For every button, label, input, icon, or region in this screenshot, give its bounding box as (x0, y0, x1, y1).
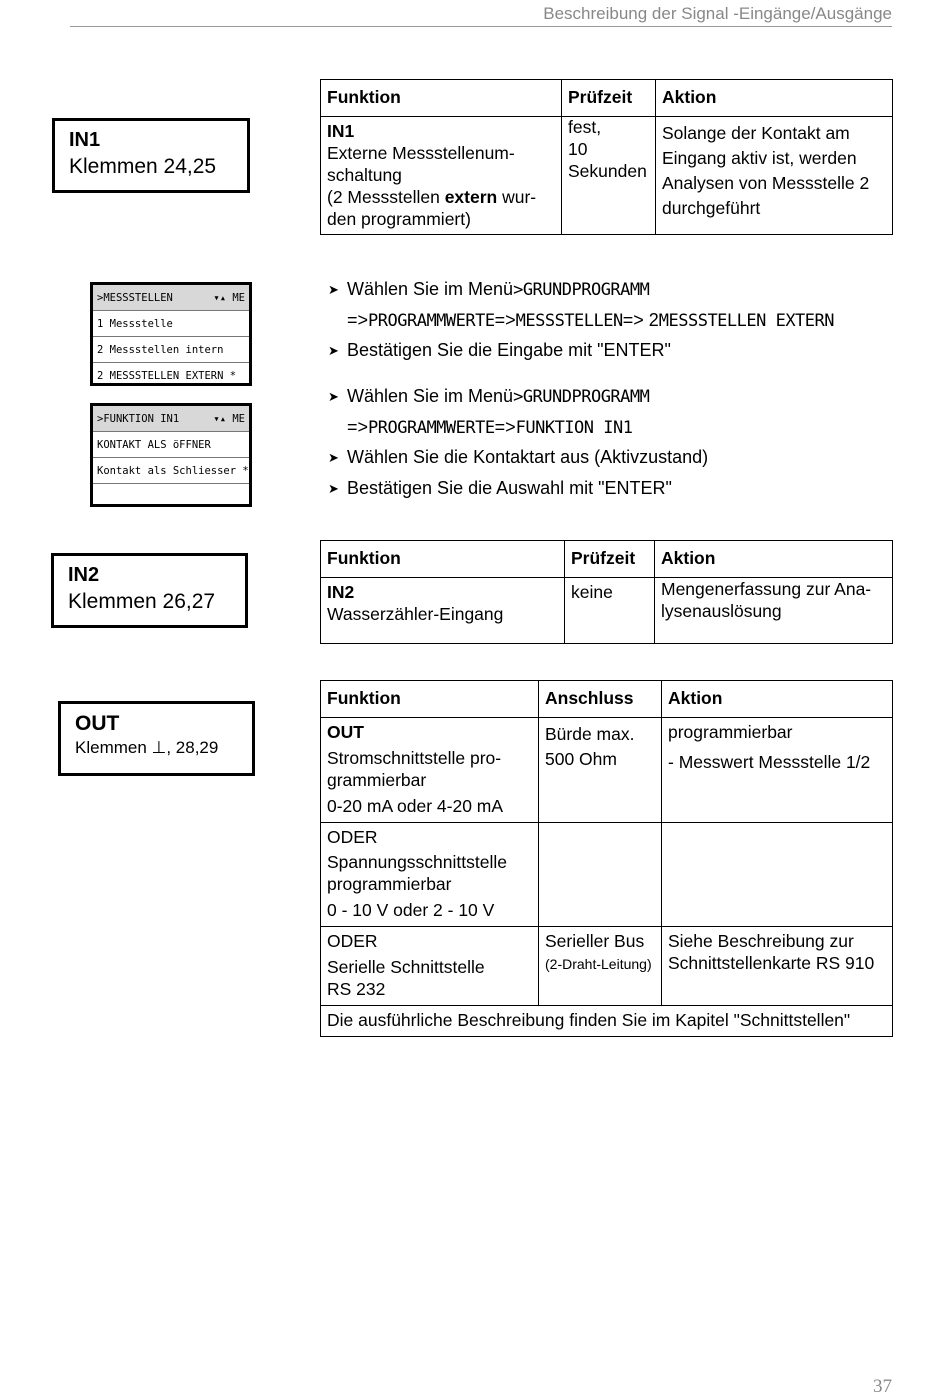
out-col-anschluss: Anschluss (539, 681, 662, 718)
in1-funktion-line: schaltung (327, 164, 402, 185)
lcd-row: KONTAKT ALS öFFNER (93, 432, 249, 458)
out-r1-anschluss (539, 718, 662, 823)
out-r3-funktion (321, 927, 539, 1006)
in2-table (320, 540, 893, 644)
instruction-list (328, 382, 708, 504)
out-r3-aktion-line: Siehe Beschreibung zur (668, 931, 854, 951)
instruction-step: => PROGRAMMWERTE => FUNKTION IN1 (347, 416, 633, 438)
ground-icon: ⊥ (151, 738, 167, 758)
out-r2-line: 0 - 10 V oder 2 - 10 V (327, 900, 495, 921)
instruction-step: ➤ Wählen Sie im Menü >GRUNDPROGRAMM (328, 386, 650, 408)
out-r2-funktion (321, 822, 539, 927)
out-r1-anschluss-line: 500 Ohm (545, 749, 617, 770)
out-r2-aktion (662, 822, 893, 927)
out-r3-line: ODER (327, 931, 378, 951)
in2-label-terminals: Klemmen 26,27 (68, 590, 216, 613)
in2-funktion-title: IN2 (327, 582, 355, 602)
in1-funktion-line: Externe Messstellenum- (327, 142, 515, 163)
out-r2-anschluss (539, 822, 662, 927)
in2-aktion-line: Mengenerfassung zur Ana- (661, 579, 872, 599)
out-label-title: OUT (75, 712, 120, 735)
in2-col-pruefzeit: Prüfzeit (565, 541, 655, 578)
instruction-step: ➤ Wählen Sie im Menü >GRUNDPROGRAMM (328, 279, 650, 301)
in1-label-terminals: Klemmen 24,25 (69, 155, 217, 178)
in1-pruefzeit-line: fest, (568, 117, 602, 137)
out-r1-anschluss-line: Bürde max. (545, 724, 635, 744)
out-r3-line: RS 232 (327, 978, 386, 999)
in1-col-funktion: Funktion (321, 80, 562, 117)
lcd-funktion-in1 (90, 403, 252, 507)
in1-funktion-cell (321, 117, 562, 235)
page-header: Beschreibung der Signal -Eingänge/Ausgänge (70, 4, 892, 27)
lcd-header: >MESSSTELLEN ▾▴ ME (93, 285, 249, 311)
out-r2-line: programmierbar (327, 874, 452, 895)
out-r1-funktion (321, 718, 539, 823)
in2-col-aktion: Aktion (655, 541, 893, 578)
arrow-icon: ➤ (328, 282, 339, 298)
out-r1-line: Stromschnittstelle pro- (327, 747, 502, 768)
lcd-row: Kontakt als Schliesser * (93, 458, 249, 484)
out-r1-aktion-line: programmierbar (668, 722, 793, 742)
in1-funktion-line: den programmiert) (327, 208, 471, 229)
out-label-terminals: Klemmen ⊥, 28,29 (75, 738, 219, 758)
instruction-step: => PROGRAMMWERTE => MESSSTELLEN => 2 MESSSTELLEN EXTERN (347, 309, 834, 331)
in1-col-aktion: Aktion (656, 80, 893, 117)
out-r1-aktion-line: - Messwert Messstelle 1/2 (668, 751, 871, 772)
in1-funktion-title: IN1 (327, 121, 355, 141)
in1-pruefzeit-line: 10 (568, 138, 588, 159)
arrow-icon: ➤ (328, 389, 339, 405)
lcd-row: 1 Messstelle (93, 311, 249, 337)
in1-table (320, 79, 893, 235)
in1-aktion-line: durchgeführt (662, 197, 761, 218)
page-number: 37 (873, 1376, 892, 1397)
out-r1-title: OUT (327, 722, 364, 742)
in1-label-title: IN1 (69, 129, 101, 151)
arrow-icon: ➤ (328, 450, 339, 466)
out-r3-anschluss (539, 927, 662, 1006)
in1-pruefzeit-line: Sekunden (568, 160, 647, 181)
in1-label-box (52, 118, 250, 193)
in2-pruefzeit-value: keine (571, 582, 613, 602)
instruction-step: ➤ Bestätigen Sie die Auswahl mit "ENTER" (328, 477, 672, 498)
in1-col-pruefzeit: Prüfzeit (562, 80, 656, 117)
out-r2-line: Spannungsschnittstelle (327, 852, 507, 873)
lcd-row (93, 484, 249, 509)
in1-aktion-line: Eingang aktiv ist, werden (662, 147, 857, 168)
lcd-header: >FUNKTION IN1 ▾▴ ME (93, 406, 249, 432)
instruction-step: ➤ Wählen Sie die Kontaktart aus (Aktivzustand) (328, 447, 709, 468)
lcd-messstellen (90, 282, 252, 386)
instruction-list (328, 275, 834, 367)
in2-pruefzeit-cell (565, 578, 655, 644)
out-col-funktion: Funktion (321, 681, 539, 718)
out-table (320, 680, 893, 1037)
out-r2-line: ODER (327, 826, 378, 847)
out-label-box (58, 701, 255, 776)
out-col-aktion: Aktion (662, 681, 893, 718)
out-r1-line: grammierbar (327, 769, 427, 790)
in1-aktion-line: Solange der Kontakt am (662, 123, 850, 143)
in2-funktion-line: Wasserzähler-Eingang (327, 603, 504, 624)
lcd-row: 2 MESSSTELLEN EXTERN * (97, 369, 237, 382)
out-r3-anschluss-line: (2-Draht-Leitung) (545, 955, 652, 972)
arrow-icon: ➤ (328, 480, 339, 496)
in1-aktion-cell (656, 117, 893, 235)
lcd-row: 2 Messstellen intern (93, 337, 249, 363)
out-r3-aktion-line: Schnittstellenkarte RS 910 (668, 952, 875, 973)
in1-pruefzeit-cell (562, 117, 656, 235)
instruction-step: ➤ Bestätigen Sie die Eingabe mit "ENTER" (328, 340, 671, 361)
out-footer-note: Die ausführliche Beschreibung finden Sie im Kapitel "Schnittstellen" (321, 1005, 893, 1036)
out-r3-anschluss-line: Serieller Bus (545, 931, 645, 951)
in2-aktion-line: lysenauslösung (661, 600, 782, 621)
in2-col-funktion: Funktion (321, 541, 565, 578)
out-r3-aktion (662, 927, 893, 1006)
in1-funktion-line: (2 Messstellen extern wur- (327, 186, 537, 207)
arrow-icon: ➤ (328, 343, 339, 359)
in1-aktion-line: Analysen von Messstelle 2 (662, 172, 870, 193)
in2-label-box (51, 553, 248, 628)
in2-funktion-cell (321, 578, 565, 644)
in2-aktion-cell (655, 578, 893, 644)
in2-label-title: IN2 (68, 564, 100, 586)
out-r1-aktion (662, 718, 893, 823)
out-r1-line: 0-20 mA oder 4-20 mA (327, 795, 504, 816)
out-r3-line: Serielle Schnittstelle (327, 956, 485, 977)
